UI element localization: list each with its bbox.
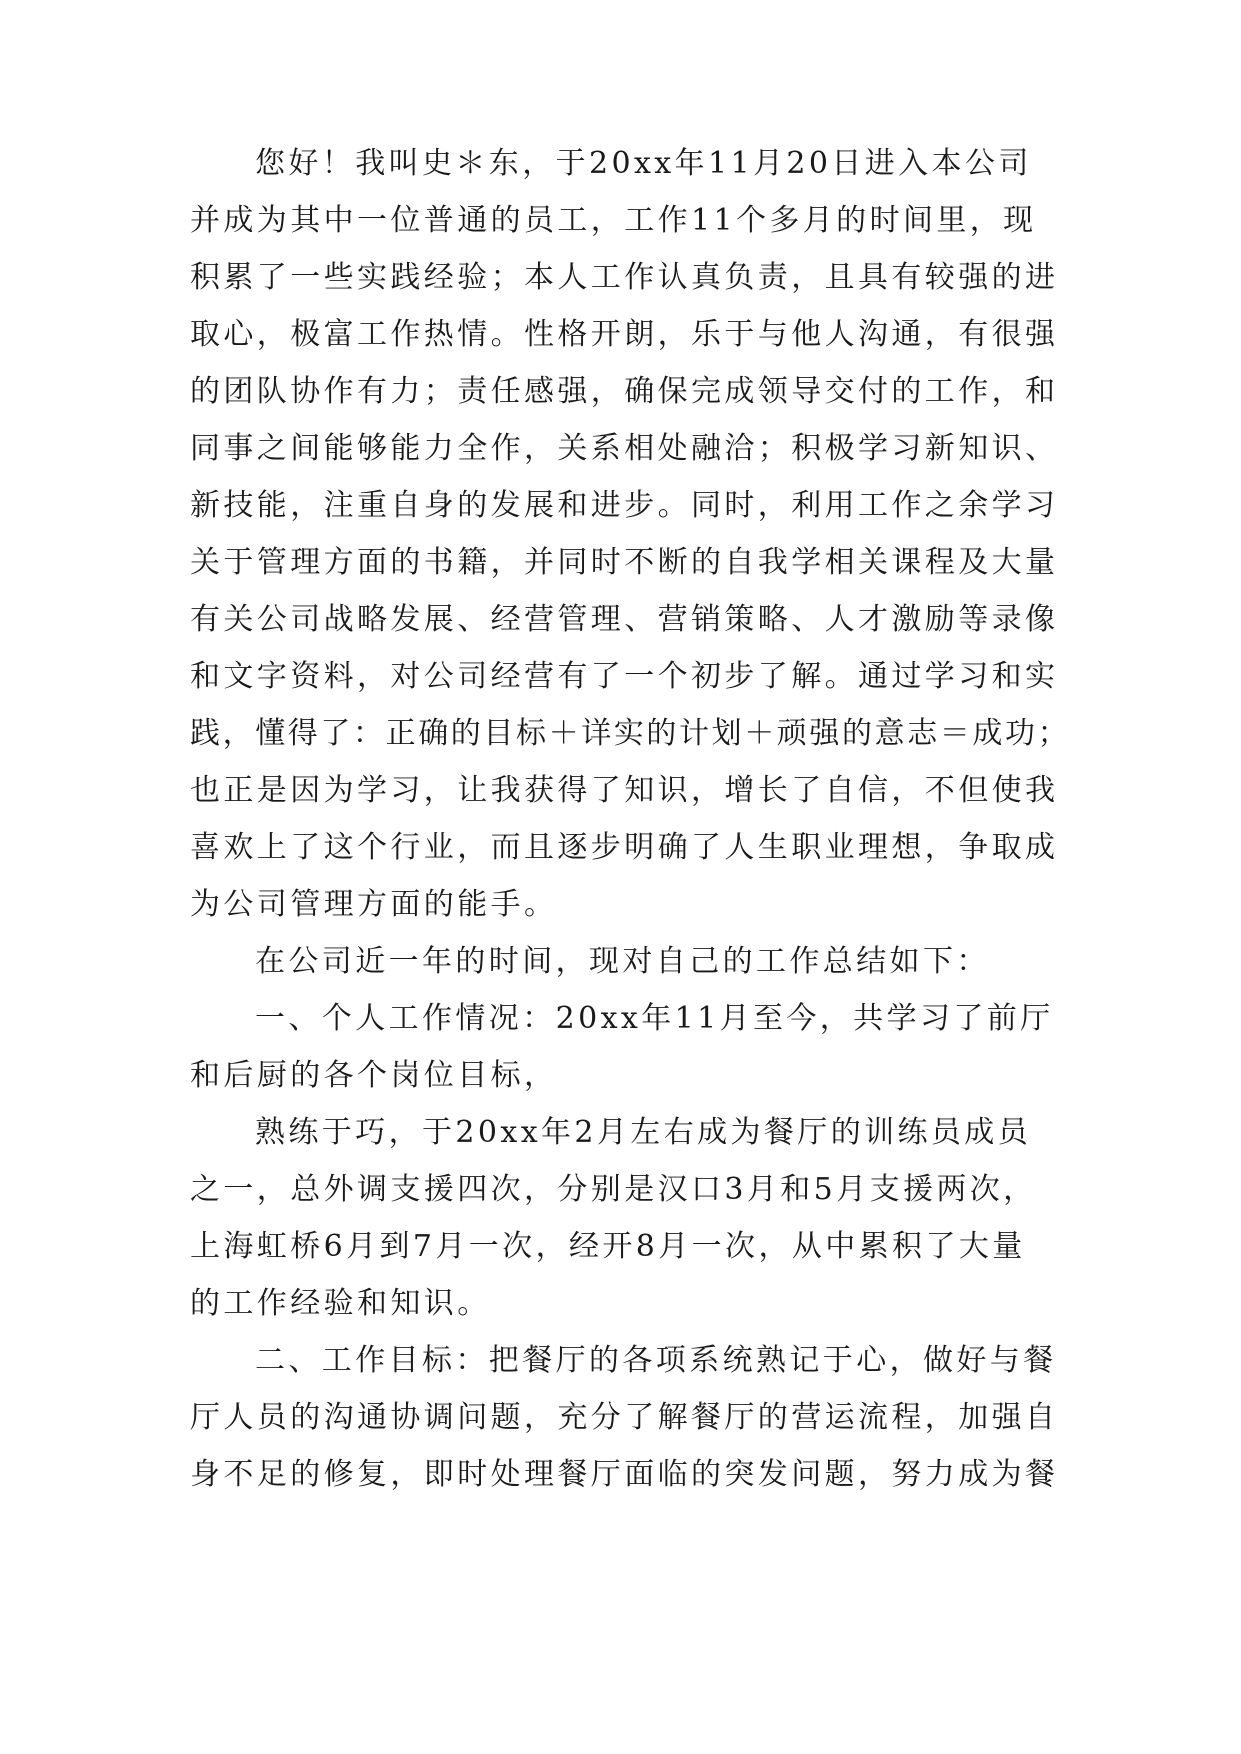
paragraph-line: 有关公司战略发展、经营管理、营销策略、人才激励等录像 [190, 602, 1059, 637]
paragraph-line: 身不足的修复，即时处理餐厅面临的突发问题，努力成为餐 [190, 1457, 1059, 1492]
paragraph-line: 和后厨的各个岗位目标， [190, 1058, 558, 1093]
paragraph-line: 厅人员的沟通协调问题，充分了解餐厅的营运流程，加强自 [190, 1400, 1059, 1435]
paragraph-line: 的团队协作有力；责任感强，确保完成领导交付的工作，和 [190, 374, 1059, 409]
paragraph-line: 和文字资料，对公司经营有了一个初步了解。通过学习和实 [190, 659, 1059, 694]
paragraph-line: 二、工作目标：把餐厅的各项系统熟记于心，做好与餐 [255, 1343, 1057, 1378]
paragraph-line: 取心，极富工作热情。性格开朗，乐于与他人沟通，有很强 [190, 317, 1059, 352]
paragraph-line: 新技能，注重自身的发展和进步。同时，利用工作之余学习 [190, 488, 1059, 523]
paragraph-line: 喜欢上了这个行业，而且逐步明确了人生职业理想，争取成 [190, 830, 1059, 865]
paragraph-line: 关于管理方面的书籍，并同时不断的自我学相关课程及大量 [190, 545, 1059, 580]
paragraph-line: 上海虹桥6月到7月一次，经开8月一次，从中累积了大量 [190, 1229, 1026, 1264]
paragraph-line: 一、个人工作情况：20xx年11月至今，共学习了前厅 [255, 1001, 1054, 1036]
paragraph-line: 为公司管理方面的能手。 [190, 887, 558, 922]
paragraph-line: 并成为其中一位普通的员工，工作11个多月的时间里，现 [190, 203, 1037, 238]
paragraph-line: 积累了一些实践经验；本人工作认真负责，且具有较强的进 [190, 260, 1059, 295]
paragraph-line: 您好！我叫史＊东，于20xx年11月20日进入本公司 [255, 146, 1032, 181]
paragraph-line: 的工作经验和知识。 [190, 1286, 491, 1321]
paragraph-line: 熟练于巧，于20xx年2月左右成为餐厅的训练员成员 [255, 1115, 1032, 1150]
paragraph-line: 在公司近一年的时间，现对自己的工作总结如下： [255, 944, 990, 979]
paragraph-line: 也正是因为学习，让我获得了知识，增长了自信，不但使我 [190, 773, 1059, 808]
paragraph-line: 之一，总外调支援四次，分别是汉口3月和5月支援两次， [190, 1172, 1037, 1207]
paragraph-line: 同事之间能够能力全作，关系相处融洽；积极学习新知识、 [190, 431, 1059, 466]
paragraph-line: 践，懂得了：正确的目标＋详实的计划＋顽强的意志＝成功； [190, 716, 1071, 751]
